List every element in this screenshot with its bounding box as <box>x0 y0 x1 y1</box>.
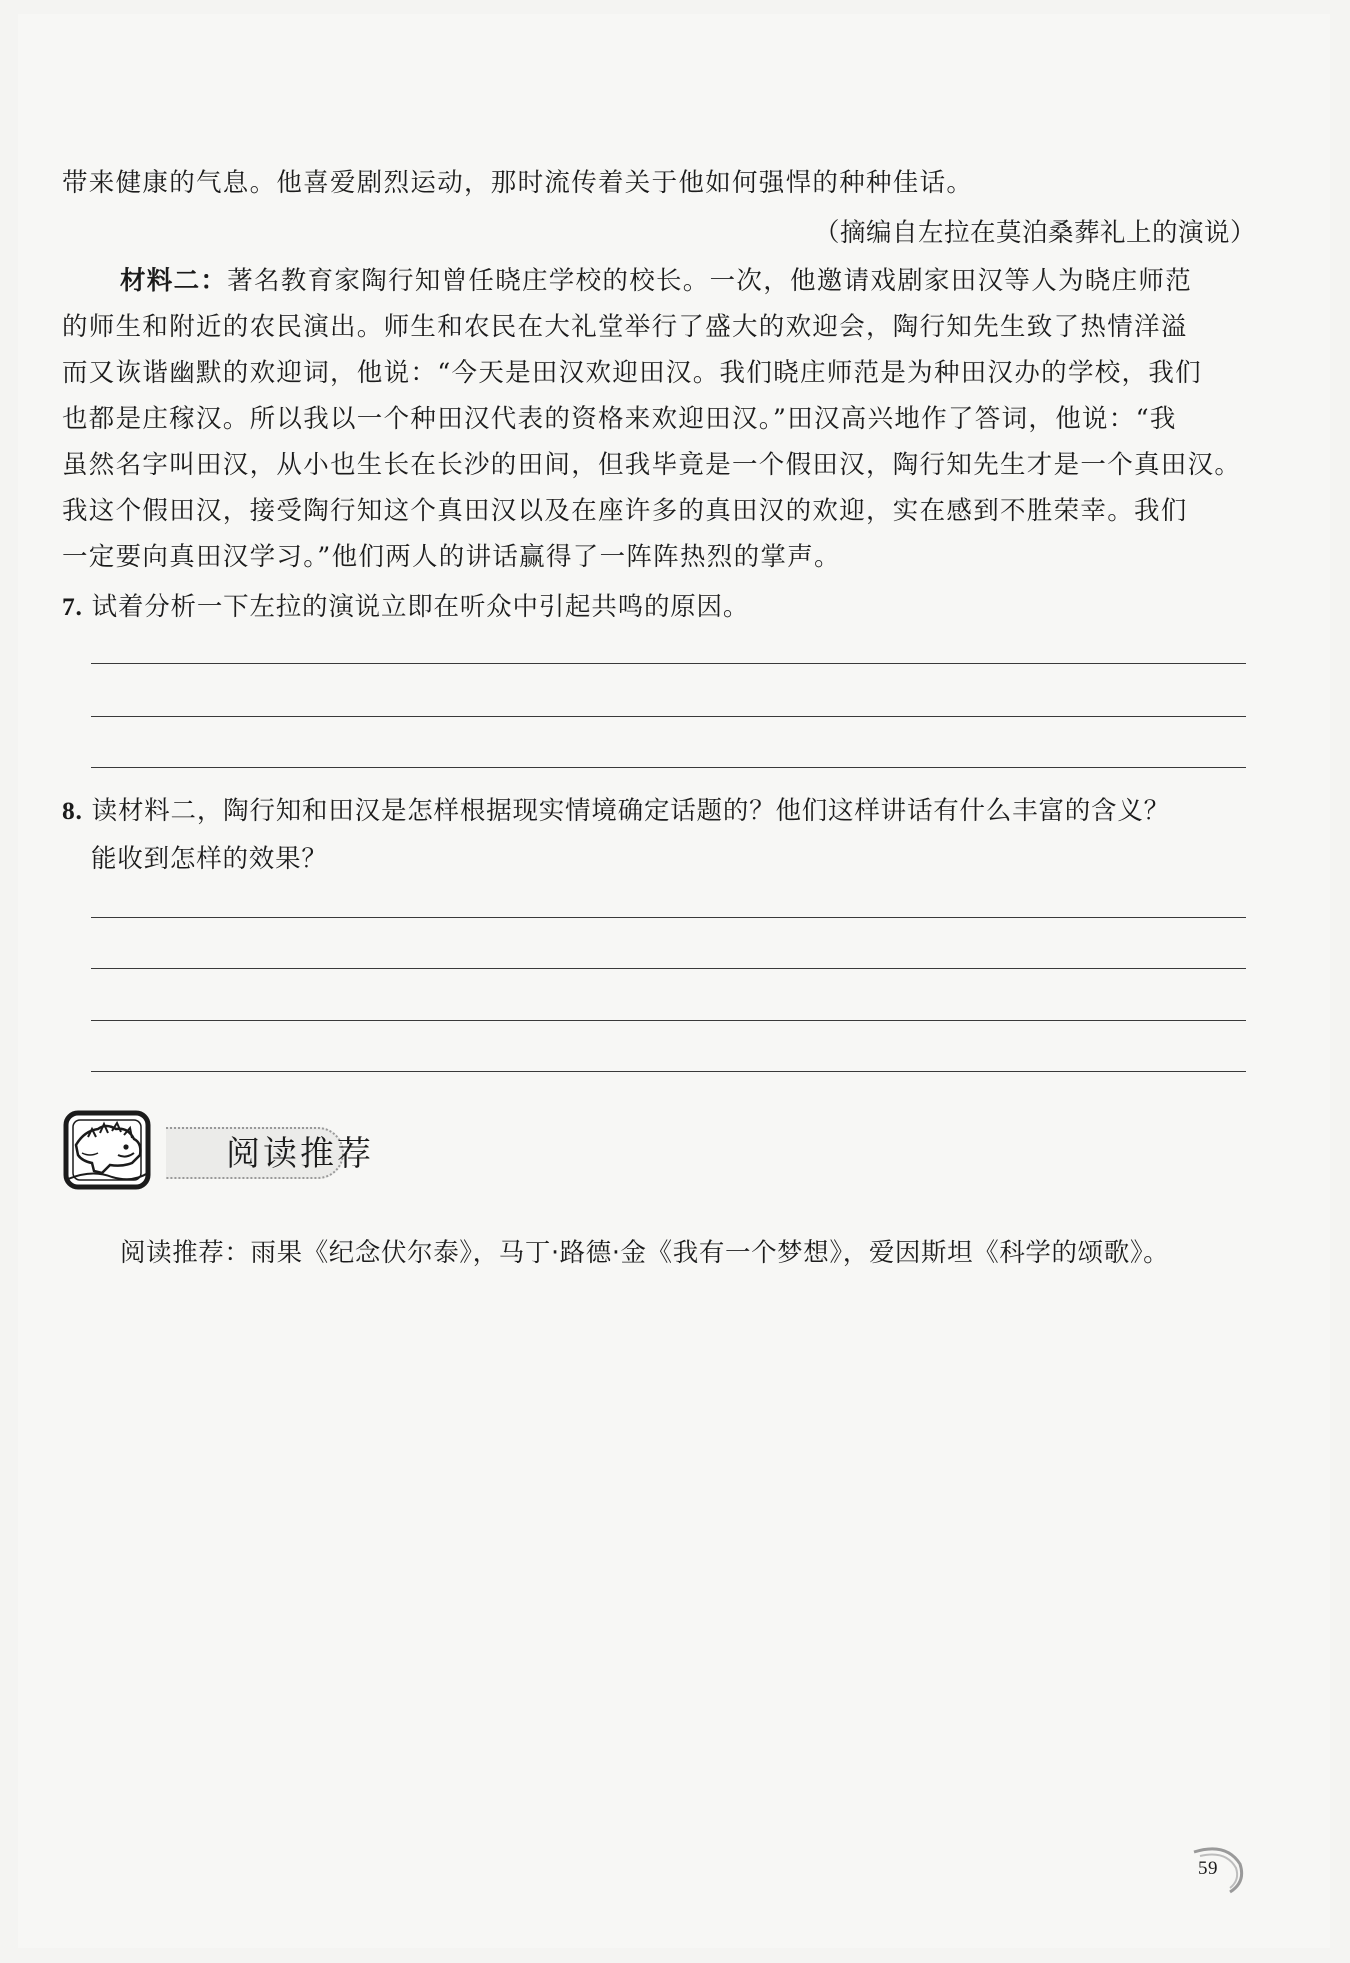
answer-line-q8-4[interactable] <box>91 1071 1246 1072</box>
material2-line-3: 也都是庄稼汉。所以我以一个种田汉代表的资格来欢迎田汉。”田汉高兴地作了答词，他说：“我 <box>62 404 1177 434</box>
section-title: 阅读推荐 <box>226 1134 374 1174</box>
page-sheet <box>18 14 1330 1948</box>
question-8-text-line-2: 能收到怎样的效果？ <box>91 844 328 874</box>
material2-line-1: 的师生和附近的农民演出。师生和农民在大礼堂举行了盛大的欢迎会，陶行知先生致了热情洋溢 <box>62 312 1188 342</box>
material1-source: （摘编自左拉在莫泊桑葬礼上的演说） <box>813 218 1256 248</box>
question-7-text: 试着分析一下左拉的演说立即在听众中引起共鸣的原因。 <box>91 592 750 622</box>
material2-line-4: 虽然名字叫田汉，从小也生长在长沙的田间，但我毕竟是一个假田汉，陶行知先生才是一个真田汉。 <box>62 450 1242 480</box>
question-8-number: 8. <box>62 796 83 825</box>
page-number: 59 <box>1198 1858 1218 1879</box>
answer-line-q7-2[interactable] <box>91 716 1246 717</box>
material1-last-line: 带来健康的气息。他喜爱剧烈运动，那时流传着关于他如何强悍的种种佳话。 <box>62 168 974 198</box>
question-8 <box>62 794 1170 828</box>
answer-line-q8-3[interactable] <box>91 1020 1246 1021</box>
question-7-number: 7. <box>62 592 83 621</box>
page-number-badge <box>1186 1842 1246 1896</box>
question-8-text-line-1: 读材料二，陶行知和田汉是怎样根据现实情境确定话题的？他们这样讲话有什么丰富的含义？ <box>91 796 1170 826</box>
material2-line-2: 而又诙谐幽默的欢迎词，他说：“今天是田汉欢迎田汉。我们晓庄师范是为种田汉办的学校，我们 <box>62 358 1202 388</box>
answer-line-q8-2[interactable] <box>91 968 1246 969</box>
question-7 <box>62 590 749 624</box>
answer-line-q7-1[interactable] <box>91 663 1246 664</box>
reading-recommendation: 阅读推荐：雨果《纪念伏尔泰》，马丁·路德·金《我有一个梦想》，爱因斯坦《科学的颂歌》。 <box>120 1238 1170 1268</box>
material2-line-6: 一定要向真田汉学习。”他们两人的讲话赢得了一阵阵热烈的掌声。 <box>62 542 841 572</box>
material2-first-line <box>120 264 1192 298</box>
material2-line-0: 著名教育家陶行知曾任晓庄学校的校长。一次，他邀请戏剧家田汉等人为晓庄师范 <box>227 266 1193 296</box>
dinosaur-icon <box>62 1107 154 1191</box>
material2-label: 材料二： <box>120 266 228 296</box>
section-header <box>62 1107 374 1191</box>
material2-line-5: 我这个假田汉，接受陶行知这个真田汉以及在座许多的真田汉的欢迎，实在感到不胜荣幸。我们 <box>62 496 1188 526</box>
answer-line-q7-3[interactable] <box>91 767 1246 768</box>
section-title-banner <box>166 1127 374 1179</box>
answer-line-q8-1[interactable] <box>91 917 1246 918</box>
